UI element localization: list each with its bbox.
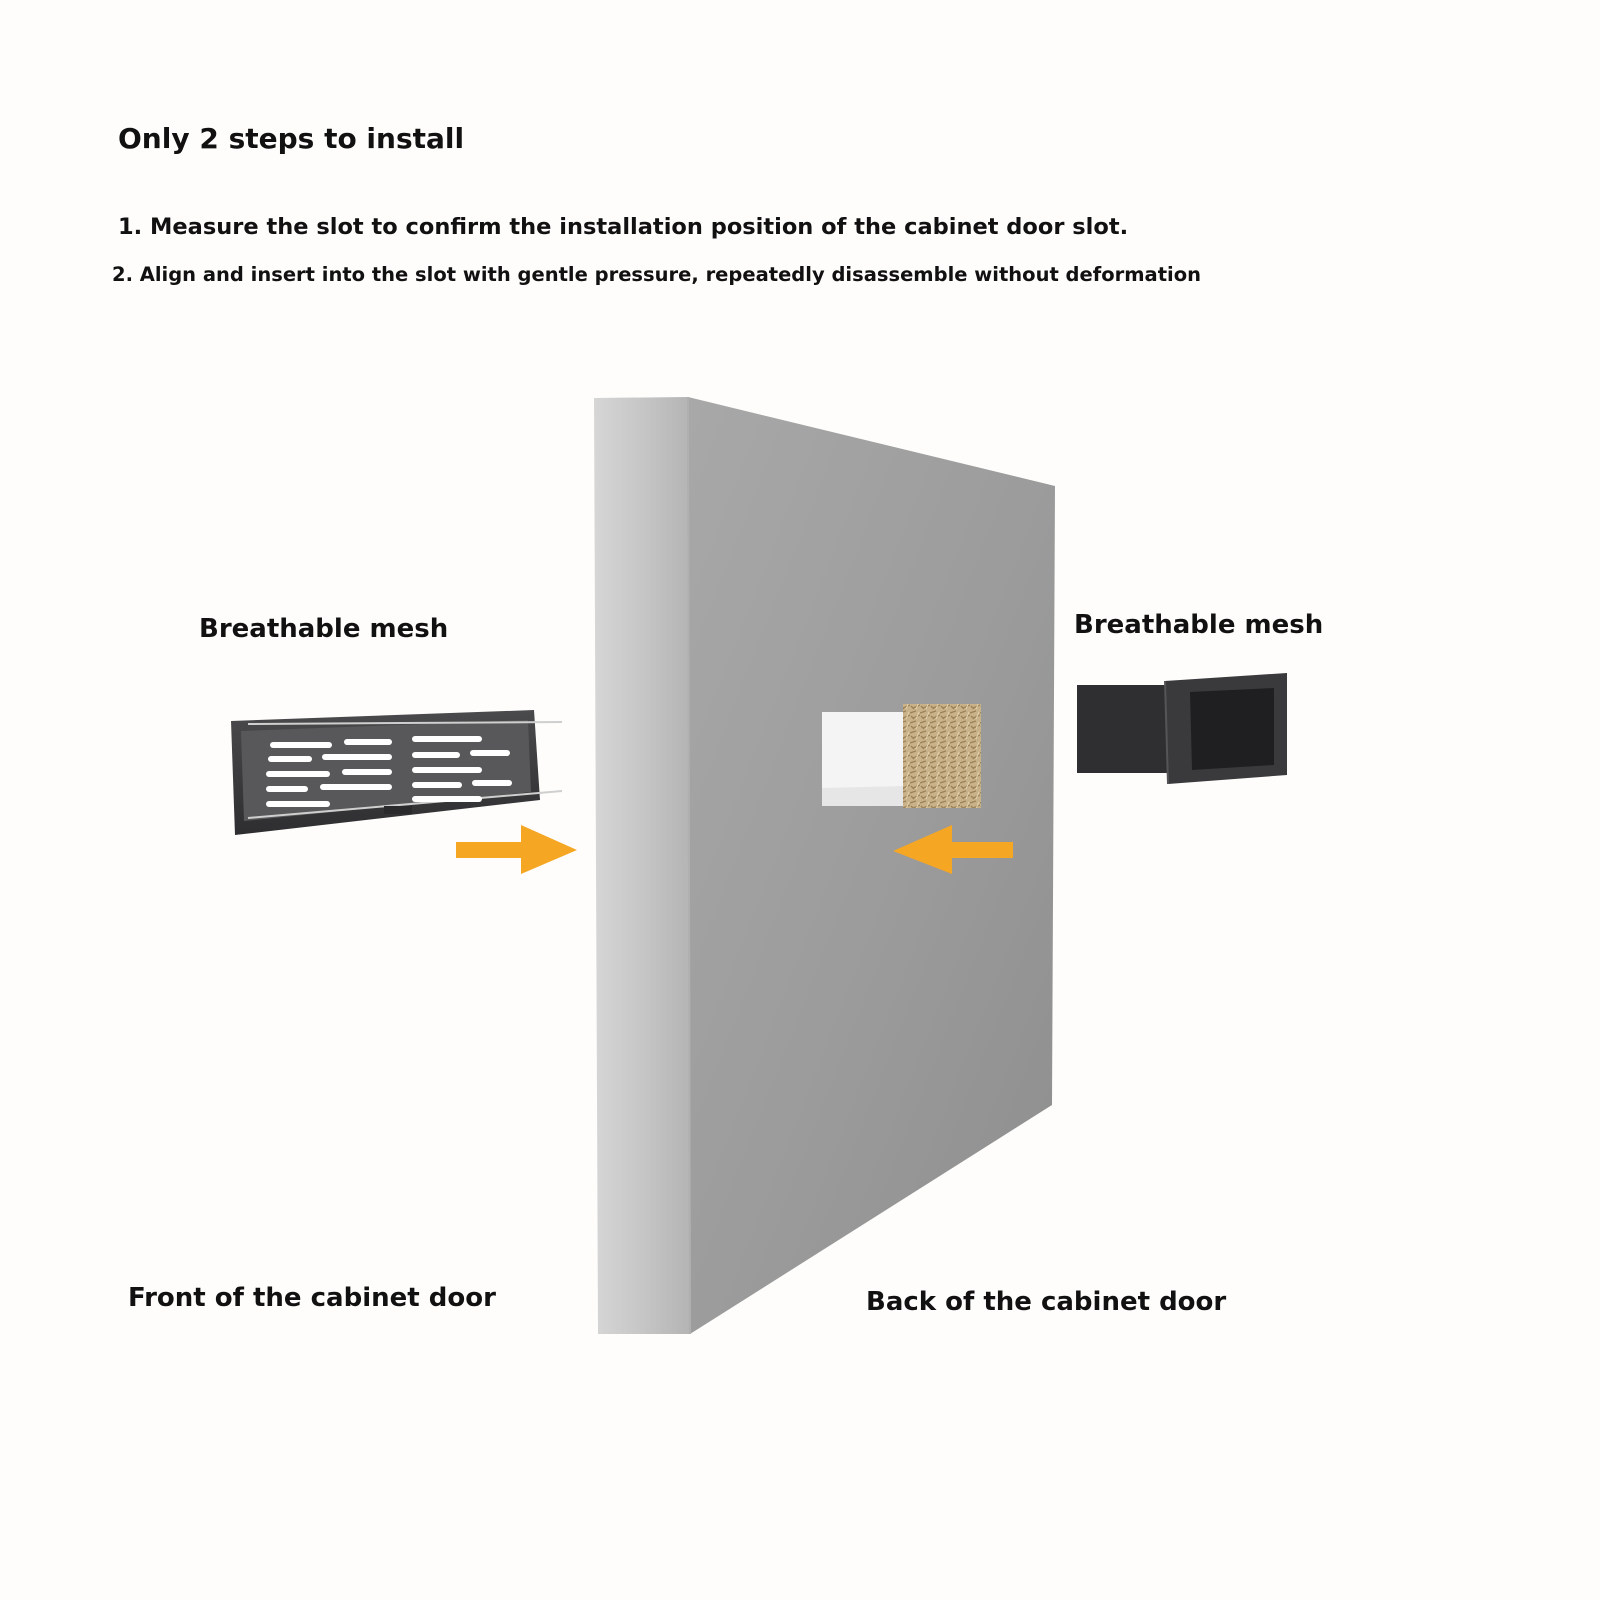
door-edge (594, 397, 690, 1334)
arrow-right-icon (456, 825, 577, 874)
door-slot (822, 704, 981, 808)
label-breathable-mesh-left: Breathable mesh (199, 614, 449, 644)
mesh-back-piece (1077, 673, 1287, 784)
label-breathable-mesh-right: Breathable mesh (1074, 610, 1324, 640)
page-title: Only 2 steps to install (118, 122, 465, 155)
cabinet-door (594, 397, 1055, 1334)
label-front-of-door: Front of the cabinet door (128, 1283, 496, 1313)
slot-wood-core (903, 704, 981, 808)
step-1-text: 1. Measure the slot to confirm the installation position of the cabinet door slot. (118, 214, 1129, 240)
label-back-of-door: Back of the cabinet door (866, 1287, 1227, 1317)
door-face (688, 397, 1055, 1334)
mesh-front-piece (231, 710, 562, 835)
step-2-text: 2. Align and insert into the slot with gentle pressure, repeatedly disassemble without deformation (112, 263, 1202, 286)
